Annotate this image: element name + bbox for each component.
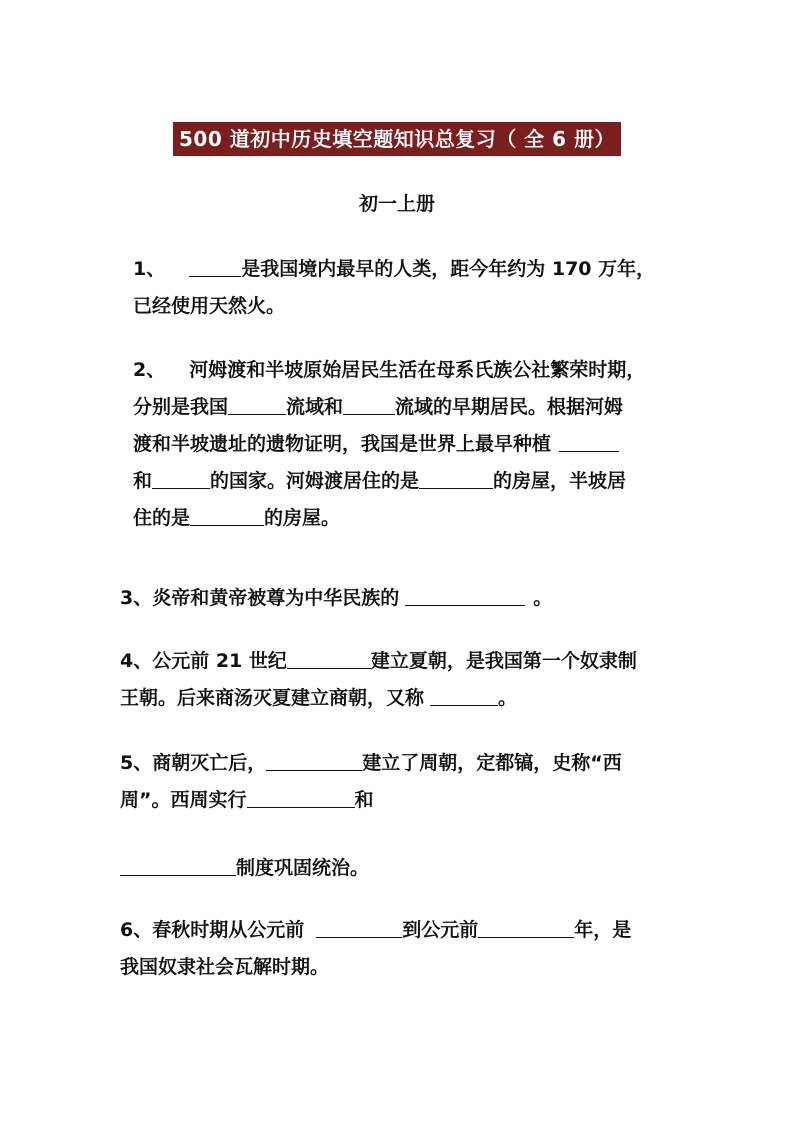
question-text: 到公元前 [402,919,479,941]
question-text: 的房屋。 [264,507,341,529]
question-3 [120,580,552,617]
page-title: 500 道初中历史填空题知识总复习（ 全 6 册） [173,122,621,156]
blank[interactable] [152,468,210,489]
question-text: 是我国境内最早的人类，距今年约为 170 万年， [241,258,656,280]
question-text: 流域的早期居民。根据河姆 [395,396,624,418]
question-text: 王朝。后来商汤灭夏建立商朝，又称 [120,687,425,709]
question-text: 6、春秋时期从公元前 [120,919,305,941]
question-4-line-1 [120,643,637,680]
question-text: 制度巩固统治。 [236,857,370,879]
question-1-line-1 [133,251,655,288]
question-6-line-2: 我国奴隶社会瓦解时期。 [120,956,330,978]
question-1 [133,251,655,325]
question-2-line-4 [133,463,645,500]
question-1-line-2: 已经使用天然火。 [133,295,286,317]
question-text: 住的是 [133,507,191,529]
question-text: 建立了周朝，定都镐，史称“西 [362,752,622,774]
question-text: 和 [133,470,153,492]
question-text: 流域和 [286,396,344,418]
blank[interactable] [228,394,286,415]
question-text: 3、炎帝和黄帝被尊为中华民族的 [120,587,400,609]
blank[interactable] [287,648,371,669]
question-6 [120,912,631,986]
question-2 [133,352,645,537]
question-text: 的房屋，半坡居 [493,470,627,492]
question-4 [120,643,637,717]
question-5-line-3 [120,850,369,887]
question-4-line-2 [120,680,637,717]
question-text: 5、商朝灭亡后， [120,752,267,774]
question-text: 4、公元前 21 世纪 [120,650,287,672]
question-text: 河姆渡和半坡原始居民生活在母系氏族公社繁荣时期， [189,359,646,381]
question-2-number: 2、 [133,359,166,381]
question-2-line-1 [133,352,645,389]
blank[interactable] [316,917,402,938]
question-3-line-1 [120,580,552,617]
blank[interactable] [405,585,525,606]
question-text: 和 [354,789,374,811]
blank[interactable] [190,505,264,526]
blank[interactable] [266,750,362,771]
question-text: 渡和半坡遗址的遗物证明，我国是世界上最早种植 [133,433,552,455]
question-5-continued [120,850,369,887]
title-wrap [0,122,794,156]
question-6-line-1 [120,912,631,949]
blank[interactable] [419,468,493,489]
question-2-line-3 [133,426,645,463]
question-text: 年，是 [574,919,632,941]
blank[interactable] [478,917,574,938]
section-subtitle: 初一上册 [358,193,435,215]
question-text: 的国家。河姆渡居住的是 [210,470,420,492]
question-5-line-1 [120,745,622,782]
blank[interactable] [430,685,498,706]
question-2-line-2 [133,389,645,426]
question-text: 分别是我国 [133,396,229,418]
blank[interactable] [247,787,355,808]
question-text: 。 [498,687,518,709]
question-text: 周”。西周实行 [120,789,247,811]
question-5-line-2 [120,782,622,819]
question-5 [120,745,622,819]
question-text: 。 [533,587,553,609]
question-text: 建立夏朝，是我国第一个奴隶制 [370,650,637,672]
blank[interactable] [343,394,395,415]
blank[interactable] [559,431,619,452]
question-2-line-5 [133,500,645,537]
blank[interactable] [120,855,236,876]
question-1-number: 1、 [133,258,166,280]
blank[interactable] [189,256,241,277]
